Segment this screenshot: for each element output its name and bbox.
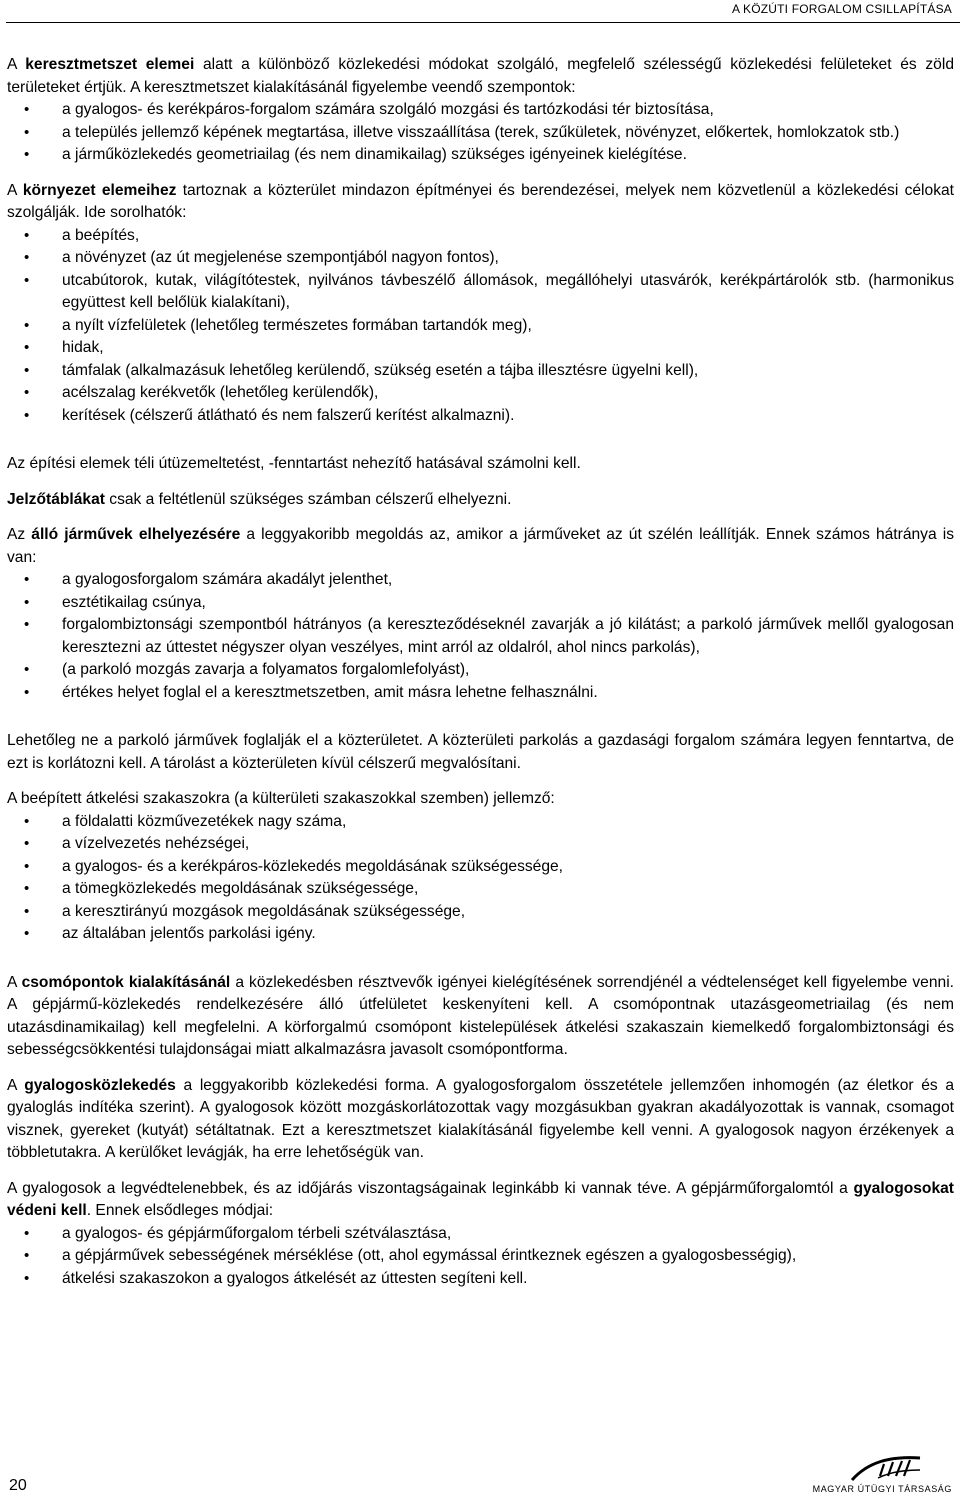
list-item: • forgalombiztonsági szempontból hátrányos (a kereszteződéseknél zavarják a jó kilátást; a parkoló járművek mellől gyalogosan keresztezni az úttestet négyszer olyan veszélyes, mint arról az oldalról, ahol nincs parkolás), bbox=[7, 614, 954, 659]
list-item: • esztétikailag csúnya, bbox=[7, 592, 954, 615]
list-item: • értékes helyet foglal el a keresztmetszetben, amit másra lehetne felhasználni. bbox=[7, 682, 954, 705]
list-item: • kerítések (célszerű átlátható és nem falszerű kerítést alkalmazni). bbox=[7, 405, 954, 428]
list-item: • a keresztirányú mozgások megoldásának szükségessége, bbox=[7, 901, 954, 924]
list-cross-section-aspects bbox=[7, 99, 954, 167]
list-crossing-section-traits bbox=[7, 811, 954, 946]
paragraph-parked-vehicles: Az álló járművek elhelyezésére a leggyakoribb megoldás az, amikor a járműveket az út szélén leállítják. Ennek számos hátránya is van: bbox=[7, 526, 954, 566]
list-item: • átkelési szakaszokon a gyalogos átkelését az úttesten segíteni kell. bbox=[7, 1268, 954, 1291]
list-item: • a gyalogos- és gépjárműforgalom térbeli szétválasztása, bbox=[7, 1223, 954, 1246]
list-item: • a földalatti közművezetékek nagy száma, bbox=[7, 811, 954, 834]
paragraph-parking-public-space: Lehetőleg ne a parkoló járművek foglalják el a közterületet. A közterületi parkolás a gazdasági forgalom számára legyen fenntartva, de ezt is korlátozni kell. A tárolást a közterületen kívül célszerű megvalósítani. bbox=[7, 732, 954, 772]
list-item: • a vízelvezetés nehézségei, bbox=[7, 833, 954, 856]
list-item: • támfalak (alkalmazásuk lehetőleg kerülendő, szükség esetén a tájba illesztésre ügyelni kell), bbox=[7, 360, 954, 383]
list-item: • acélszalag kerékvetők (lehetőleg kerülendők), bbox=[7, 382, 954, 405]
page-header bbox=[0, 0, 960, 24]
list-item: • (a parkoló mozgás zavarja a folyamatos forgalomlefolyást), bbox=[7, 659, 954, 682]
paragraph-cross-section: A keresztmetszet elemei alatt a különböző közlekedési módokat szolgáló, megfelelő szélességű közlekedési felületeket és zöld területeket értjük. A keresztmetszet kialakításánál figyelembe veendő szempontok: bbox=[7, 56, 954, 96]
publisher-name: MAGYAR ÚTÜGYI TÁRSASÁG bbox=[812, 1484, 952, 1494]
term-signs: Jelzőtáblákat bbox=[7, 490, 105, 508]
list-item: • a gépjárművek sebességének mérséklése (ott, ahol egymással érintkeznek egészen a gyalogosbességig), bbox=[7, 1245, 954, 1268]
running-title: A KÖZÚTI FORGALOM CSILLAPÍTÁSA bbox=[731, 2, 952, 16]
paragraph-environment: A környezet elemeihez tartoznak a közterület mindazon építményei és berendezései, melyek nem közvetlenül a közlekedési célokat szolgálják. Ide sorolhatók: bbox=[7, 181, 954, 221]
paragraph-signs: Jelzőtáblákat csak a feltétlenül szükséges számban célszerű elhelyezni. bbox=[7, 490, 512, 508]
paragraph-pedestrian-protection: A gyalogosok a legvédtelenebbek, és az időjárás viszontagságainak leginkább ki vannak téve. A gépjárműforgalomtól a gyalogosokat védeni kell. Ennek elsődleges módjai: bbox=[7, 1179, 954, 1219]
list-pedestrian-protection-methods bbox=[7, 1223, 954, 1291]
list-item: • az általában jelentős parkolási igény. bbox=[7, 923, 954, 946]
list-environment-elements bbox=[7, 225, 954, 428]
list-item: • a beépítés, bbox=[7, 225, 954, 248]
list-item: • hidak, bbox=[7, 337, 954, 360]
paragraph-winter-maintenance: Az építési elemek téli útüzemeltetést, -fenntartást nehezítő hatásával számolni kell. bbox=[7, 455, 581, 472]
page-number: 20 bbox=[9, 1477, 27, 1494]
list-item: • a gyalogosforgalom számára akadályt jelenthet, bbox=[7, 569, 954, 592]
term-junction-design: csomópontok kialakításánál bbox=[21, 973, 231, 991]
list-item: • a gyalogos- és a kerékpáros-közlekedés megoldásának szükségessége, bbox=[7, 856, 954, 879]
term-cross-section-elements: keresztmetszet elemei bbox=[25, 56, 195, 73]
term-pedestrian-traffic: gyalogosközlekedés bbox=[24, 1076, 176, 1094]
term-environment-elements: környezet elemeihez bbox=[22, 181, 177, 199]
list-item: • a tömegközlekedés megoldásának szükségessége, bbox=[7, 878, 954, 901]
list-item: • a gyalogos- és kerékpáros-forgalom számára szolgáló mozgási és tartózkodási tér biztosítása, bbox=[7, 99, 954, 122]
list-item: • utcabútorok, kutak, világítótestek, nyilvános távbeszélő állomások, megállóhelyi utasvárók, kerékpártárolók stb. (harmonikus együttest kell belőlük kialakítani), bbox=[7, 270, 954, 315]
document-body bbox=[7, 54, 954, 1303]
paragraph-junctions: A csomópontok kialakításánál a közlekedésben résztvevők igényei kielégítésének sorrendjénél a védtelenséget kell figyelembe venni. A gépjármű-közlekedés rendelkezésére álló útfelületet keskenyíteni kell. A csomópontnak utazásgeometriailag (és nem utazásdinamikailag) kell megfelelni. A körforgalmú csomópont kistelepülések átkelési szakaszain kiemelkedő forgalombiztonsági és sebességcsökkentési tulajdonságai miatt alkalmazásra javasolt csomópontforma. bbox=[7, 973, 954, 1058]
paragraph-pedestrian-traffic: A gyalogosközlekedés a leggyakoribb közlekedési forma. A gyalogosforgalom összetétele jellemzően inhomogén (az életkor és a gyaloglás indítéka szerint). A gyalogosok között mozgáskorlátozottak vagy mozgásukban gyakran akadályozottak is vannak, csomagot visznek, gyereket (kutyát) sétáltatnak. Ezt a keresztmetszet kialakításánál figyelembe kell venni. A gyalogosok nagyon érzékenyek a többletutakra. A kerülőket levágják, ha erre lehetőségük van. bbox=[7, 1076, 954, 1161]
list-item: • a település jellemző képének megtartása, illetve visszaállítása (terek, szűkületek, növényzet, előkertek, homlokzatok stb.) bbox=[7, 122, 954, 145]
list-item: • a nyílt vízfelületek (lehetőleg természetes formában tartandók meg), bbox=[7, 315, 954, 338]
list-item: • a növényzet (az út megjelenése szempontjából nagyon fontos), bbox=[7, 247, 954, 270]
paragraph-crossing-sections: A beépített átkelési szakaszokra (a külterületi szakaszokkal szemben) jellemző: bbox=[7, 790, 555, 807]
list-item: • a járműközlekedés geometriailag (és nem dinamikailag) szükséges igényeinek kielégítése. bbox=[7, 144, 954, 167]
term-protect-pedestrians: gyalogosokat védeni kell bbox=[7, 1179, 954, 1219]
term-parked-vehicles: álló járművek elhelyezésére bbox=[31, 526, 241, 543]
header-rule bbox=[6, 22, 960, 23]
list-parking-disadvantages bbox=[7, 569, 954, 704]
